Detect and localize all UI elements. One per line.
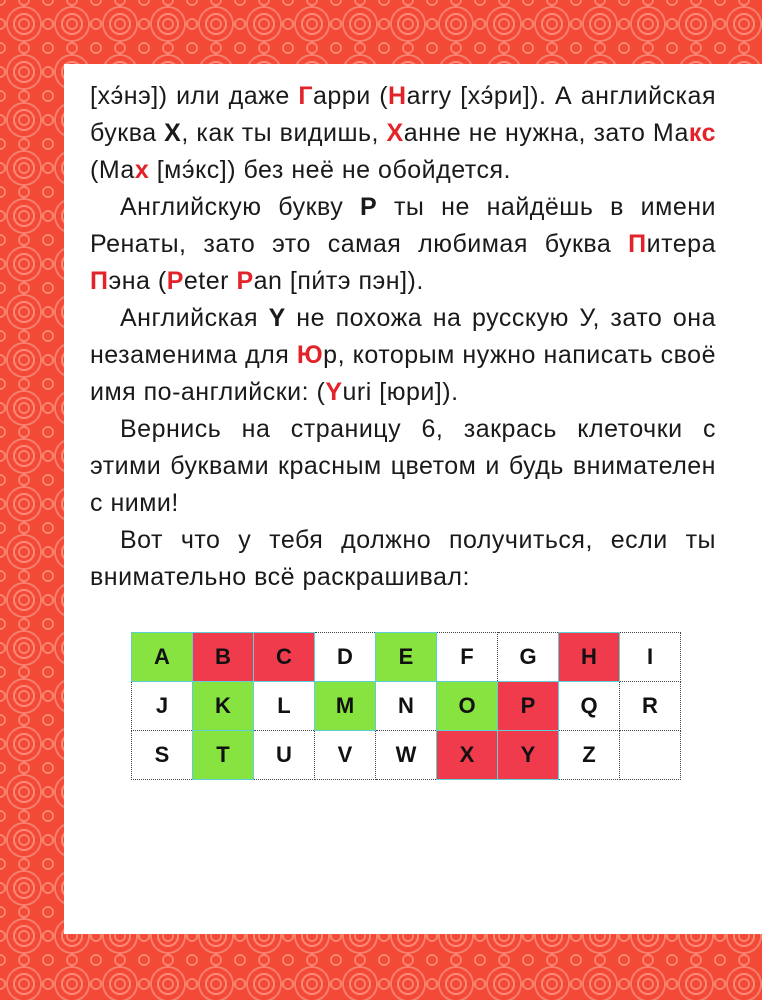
text-run: arry [хэ́ри]). А английская буква (90, 82, 716, 147)
highlighted-letters: H (388, 82, 407, 110)
text-run: (Ма (90, 156, 135, 184)
highlighted-letters: Х (386, 119, 404, 147)
text-run: не похожа на русскую У, зато она незаменима для (90, 304, 716, 369)
grid-row (132, 682, 681, 731)
letter-cell: V (315, 731, 376, 780)
bold-letter: X (164, 119, 182, 147)
letter-cell (620, 731, 681, 780)
text-run: , как ты видишь, (181, 119, 387, 147)
text-run: Английскую букву (120, 193, 361, 221)
letter-cell: I (620, 633, 681, 682)
paragraph (90, 522, 716, 596)
page-sheet (64, 64, 762, 934)
text-run: эна ( (108, 267, 167, 295)
letter-cell: X (437, 731, 498, 780)
letter-cell: W (376, 731, 437, 780)
highlighted-letters: Ю (296, 341, 324, 369)
grid-row (132, 731, 681, 780)
text-run: итера (646, 230, 716, 258)
text-run: анне не нужна, зато Ма (403, 119, 689, 147)
letter-cell: G (498, 633, 559, 682)
paragraph (90, 78, 716, 189)
grid-row (132, 633, 681, 682)
text-run: an [пи́тэ пэн]). (253, 267, 424, 295)
letter-cell: E (376, 633, 437, 682)
text-run: арри ( (313, 82, 389, 110)
letter-cell: J (132, 682, 193, 731)
letter-cell: T (193, 731, 254, 780)
letter-cell: P (498, 682, 559, 731)
letter-cell: U (254, 731, 315, 780)
letter-cell: B (193, 633, 254, 682)
letter-cell: F (437, 633, 498, 682)
paragraph (90, 300, 716, 411)
letter-cell: C (254, 633, 315, 682)
text-run: [мэ́кс]) без неё не обойдется. (149, 156, 511, 184)
letter-cell: S (132, 731, 193, 780)
text-run: ты не найдёшь в имени Ренаты, зато это самая любимая буква (90, 193, 717, 258)
text-run: Английская (120, 304, 269, 332)
bold-letter: Y (268, 304, 286, 332)
highlighted-letters: Г (298, 82, 313, 110)
highlighted-letters: кс (688, 119, 716, 147)
highlighted-letters: Y (325, 378, 343, 406)
letter-cell: Z (559, 731, 620, 780)
text-run: Вернись на страницу 6, закрась клеточки с этими буквами красным цветом и будь внимателен с ними! (90, 415, 716, 517)
text-run: р, которым нужно написать своё имя по-английски: ( (90, 341, 716, 406)
letter-cell: A (132, 633, 193, 682)
letter-cell: N (376, 682, 437, 731)
letter-cell: L (254, 682, 315, 731)
letter-cell: R (620, 682, 681, 731)
text-run: [хэ́нэ]) или даже (90, 82, 299, 110)
paragraph (90, 189, 716, 300)
letter-grid (131, 632, 681, 780)
bold-letter: P (360, 193, 378, 221)
text-run: Вот что у тебя должно получиться, если ты внимательно всё раскрашивал: (90, 526, 716, 591)
paragraph (90, 411, 716, 522)
letter-cell: K (193, 682, 254, 731)
highlighted-letters: П (628, 230, 647, 258)
letter-cell: M (315, 682, 376, 731)
text-run: eter (183, 267, 237, 295)
letter-cell: Y (498, 731, 559, 780)
letter-cell: O (437, 682, 498, 731)
letter-cell: D (315, 633, 376, 682)
letter-cell: H (559, 633, 620, 682)
text-run: uri [юри]). (342, 378, 459, 406)
highlighted-letters: П (90, 267, 109, 295)
highlighted-letters: P (166, 267, 184, 295)
text-body (90, 78, 716, 596)
highlighted-letters: P (236, 267, 254, 295)
highlighted-letters: x (134, 156, 150, 184)
letter-cell: Q (559, 682, 620, 731)
